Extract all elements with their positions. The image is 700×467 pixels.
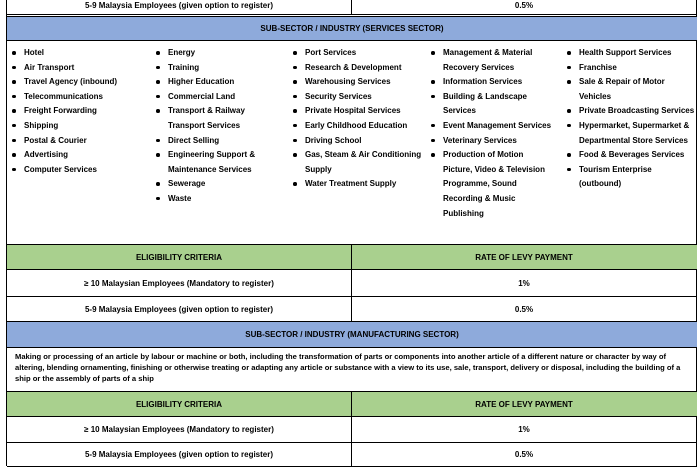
industry-column-2 [153, 46, 283, 207]
manufacturing-sector-header [7, 322, 697, 348]
list-item: Training [153, 61, 283, 76]
table-row [7, 297, 697, 322]
manufacturing-description: Making or processing of an article by labour or machine or both, including the transformation of parts or components into another article of a different nature or character by way of altering, blending ornamenting, finishing or otherwise treating or adapting any article or substance with a view to its use, sale, transport, delivery or disposal, including the building of a ship or the assembly of parts of a ship [7, 348, 697, 392]
list-item: Sewerage [153, 177, 283, 192]
list-item: Travel Agency (inbound) [9, 75, 147, 90]
criteria-cell: ≥ 10 Malaysian Employees (Mandatory to register) [7, 417, 352, 442]
list-item: Telecommunications [9, 90, 147, 105]
table-row [7, 443, 697, 467]
list-item: Production of Motion Picture, Video & Television Programme, Sound Recording & Music Publishing [428, 148, 554, 221]
rate-header: RATE OF LEVY PAYMENT [475, 399, 573, 409]
list-item: Veterinary Services [428, 134, 554, 149]
list-item: Higher Education [153, 75, 283, 90]
list-item: Tourism Enterprise (outbound) [564, 163, 696, 192]
industry-column-3 [290, 46, 430, 192]
rate-cell: 0.5% [514, 304, 534, 314]
rate-cell: 1% [518, 278, 530, 288]
list-item: Sale & Repair of Motor Vehicles [564, 75, 696, 104]
list-item: Energy [153, 46, 283, 61]
rate-cell: 0.5% [514, 450, 534, 459]
criteria-cell: 5-9 Malaysia Employees (given option to register) [7, 0, 352, 14]
list-item: Warehousing Services [290, 75, 430, 90]
list-item: Management & Material Recovery Services [428, 46, 554, 75]
list-item: Transport & Railway Transport Services [153, 104, 283, 133]
section-title: SUB-SECTOR / INDUSTRY (MANUFACTURING SECTOR) [245, 330, 459, 339]
list-item: Event Management Services [428, 119, 554, 134]
list-item: Direct Selling [153, 134, 283, 149]
list-item: Computer Services [9, 163, 147, 178]
section-title: SUB-SECTOR / INDUSTRY (SERVICES SECTOR) [260, 24, 444, 33]
criteria-header: ELIGIBILITY CRITERIA [7, 245, 352, 269]
criteria-header: ELIGIBILITY CRITERIA [7, 392, 352, 416]
list-item: Information Services [428, 75, 554, 90]
criteria-cell: 5-9 Malaysia Employees (given option to register) [7, 443, 352, 466]
list-item: Security Services [290, 90, 430, 105]
rate-cell: 1% [518, 425, 530, 434]
list-item: Food & Beverages Services [564, 148, 696, 163]
industry-column-1 [9, 46, 147, 177]
list-item: Shipping [9, 119, 147, 134]
list-item: Building & Landscape Services [428, 90, 554, 119]
list-item: Early Childhood Education [290, 119, 430, 134]
table-row [7, 0, 697, 15]
list-item: Advertising [9, 148, 147, 163]
table-row [7, 417, 697, 443]
rate-cell: 0.5% [514, 0, 534, 10]
criteria-cell: ≥ 10 Malaysian Employees (Mandatory to register) [7, 270, 352, 296]
list-item: Driving School [290, 134, 430, 149]
list-item: Health Support Services [564, 46, 696, 61]
services-sector-header [7, 16, 697, 41]
rate-header: RATE OF LEVY PAYMENT [475, 252, 573, 262]
eligibility-header-row [7, 392, 697, 417]
eligibility-header-row [7, 244, 697, 270]
industry-column-5 [564, 46, 696, 192]
list-item: Research & Development [290, 61, 430, 76]
list-item: Private Broadcasting Services [564, 104, 696, 119]
list-item: Franchise [564, 61, 696, 76]
list-item: Port Services [290, 46, 430, 61]
table-row [7, 270, 697, 297]
criteria-cell: 5-9 Malaysia Employees (given option to register) [7, 297, 352, 321]
list-item: Engineering Support & Maintenance Services [153, 148, 283, 177]
list-item: Waste [153, 192, 283, 207]
list-item: Commercial Land [153, 90, 283, 105]
list-item: Postal & Courier [9, 134, 147, 149]
list-item: Air Transport [9, 61, 147, 76]
list-item: Freight Forwarding [9, 104, 147, 119]
list-item: Hotel [9, 46, 147, 61]
industry-column-4 [428, 46, 554, 221]
services-industry-list [7, 42, 697, 242]
list-item: Water Treatment Supply [290, 177, 430, 192]
list-item: Gas, Steam & Air Conditioning Supply [290, 148, 430, 177]
list-item: Private Hospital Services [290, 104, 430, 119]
list-item: Hypermarket, Supermarket & Departmental Store Services [564, 119, 696, 148]
